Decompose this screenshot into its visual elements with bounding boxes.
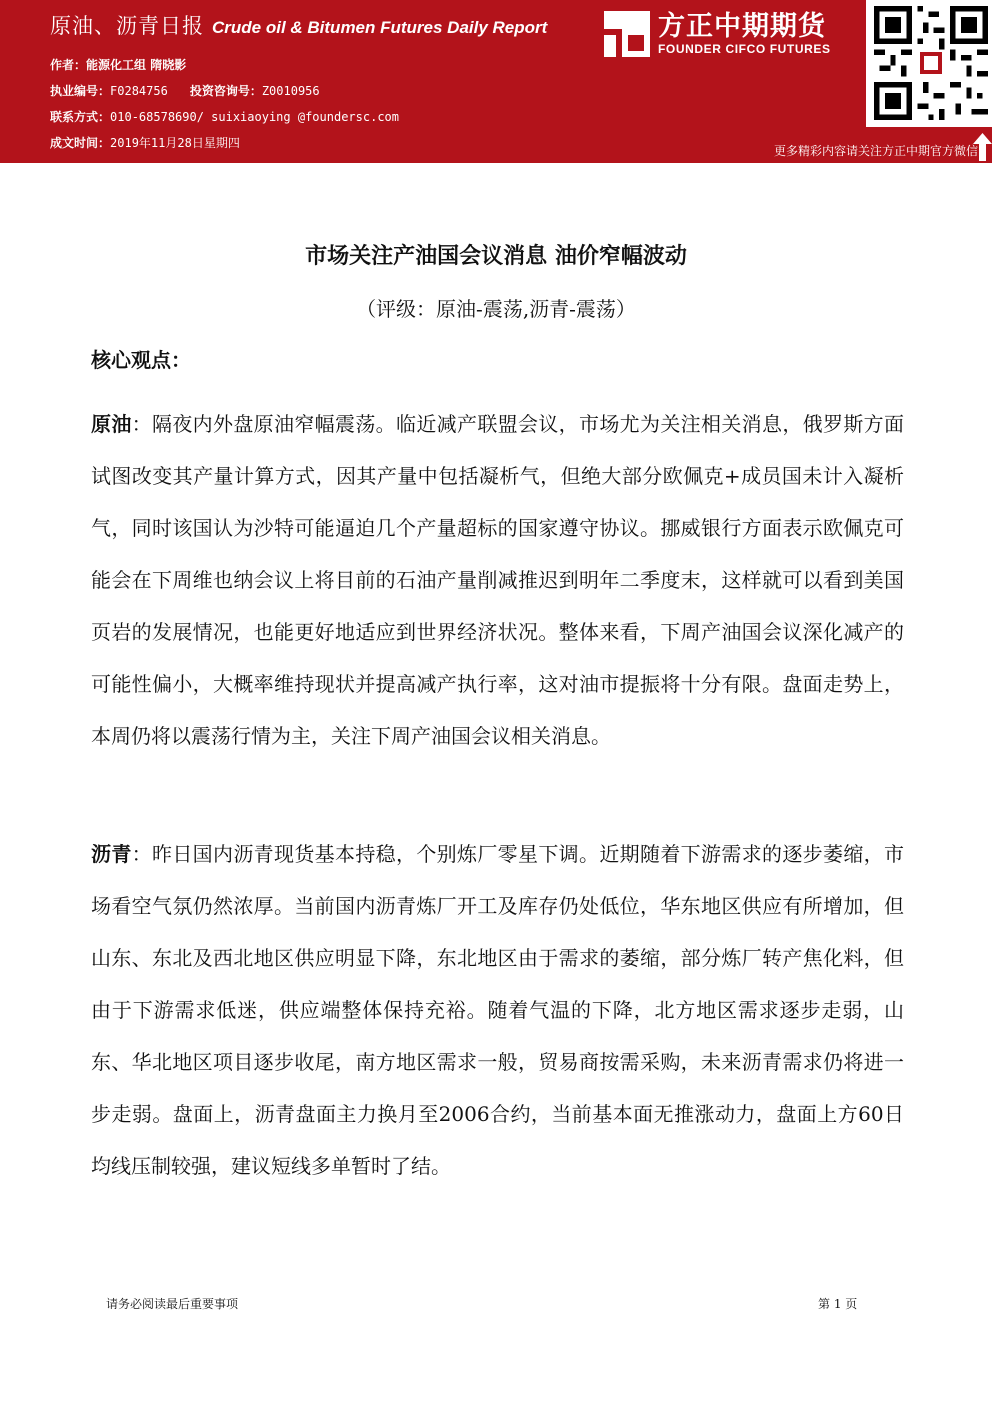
date-line xyxy=(50,134,240,151)
page-number: 第 1 页 xyxy=(818,1297,858,1311)
bitumen-text: ：昨日国内沥青现货基本持稳，个别炼厂零星下调。近期随着下游需求的逐步萎缩，市场看空气氛仍然浓厚。当前国内沥青炼厂开工及库存仍处低位，华东地区供应有所增加，但山东、东北及西北地区供应明显下降，东北地区由于需求的萎缩，部分炼厂转产焦化料，但由于下游需求低迷，供应端整体保持充裕。随着气温的下降，北方地区需求逐步走弱，山东、华北地区项目逐步收尾，南方地区需求一般，贸易商按需采购，未来沥青需求仍将进一步走弱。盘面上，沥青盘面主力换月至2006合约，当前基本面无推涨动力，盘面上方60日均线压制较强，建议短线多单暂时了结。 xyxy=(91,842,905,1178)
author-line xyxy=(50,56,186,73)
bitumen-paragraph xyxy=(91,828,904,1192)
license-value: F0284756 xyxy=(110,84,168,98)
arrow-up-icon xyxy=(973,133,992,161)
contact-value: 010-68578690/ suixiaoying @foundersc.com xyxy=(110,110,399,124)
contact-line xyxy=(50,108,399,125)
license-line xyxy=(50,82,320,99)
crude-text: ：隔夜内外盘原油窄幅震荡。临近减产联盟会议，市场尤为关注相关消息，俄罗斯方面试图改变其产量计算方式，因其产量中包括凝析气，但绝大部分欧佩克+成员国未计入凝析气，同时该国认为沙特可能逼迫几个产量超标的国家遵守协议。挪威银行方面表示欧佩克可能会在下周维也纳会议上将目前的石油产量削减推迟到明年二季度末，这样就可以看到美国页岩的发展情况，也能更好地适应到世界经济状况。整体来看，下周产油国会议深化减产的可能性偏小，大概率维持现状并提高减产执行率，这对油市提振将十分有限。盘面走势上，本周仍将以震荡行情为主，关注下周产油国会议相关消息。 xyxy=(91,412,905,748)
title-en: Crude oil & Bitumen Futures Daily Report xyxy=(212,18,548,37)
date-value: 2019年11月28日星期四 xyxy=(110,136,240,150)
logo-name-en: FOUNDER CIFCO FUTURES xyxy=(658,42,831,56)
founder-logo-icon xyxy=(604,11,650,57)
author-value: 能源化工组 隋晓影 xyxy=(86,58,187,72)
report-title: 市场关注产油国会议消息 油价窄幅波动 xyxy=(305,244,687,269)
consult-value: Z0010956 xyxy=(261,84,320,98)
report-rating: （评级：原油-震荡,沥青-震荡） xyxy=(356,297,636,321)
license-label: 执业编号： xyxy=(50,84,111,98)
report-series-title xyxy=(50,10,547,50)
author-label: 作者： xyxy=(50,58,87,72)
crude-lead: 原油 xyxy=(91,412,132,436)
company-logo xyxy=(604,10,860,58)
logo-name-cn: 方正中期期货 xyxy=(658,11,826,42)
footer-notice: 请务必阅读最后重要事项 xyxy=(106,1297,239,1311)
crude-oil-paragraph xyxy=(91,398,904,762)
qr-code-icon xyxy=(866,0,992,127)
bitumen-lead: 沥青 xyxy=(91,842,132,866)
contact-label: 联系方式： xyxy=(50,110,111,124)
date-label: 成文时间： xyxy=(50,136,111,150)
title-cn: 原油、沥青日报 xyxy=(50,14,204,38)
core-heading: 核心观点： xyxy=(91,348,191,372)
follow-wechat-text: 更多精彩内容请关注方正中期官方微信 xyxy=(773,144,978,158)
consult-label: 投资咨询号： xyxy=(189,84,262,98)
report-header xyxy=(0,0,992,163)
